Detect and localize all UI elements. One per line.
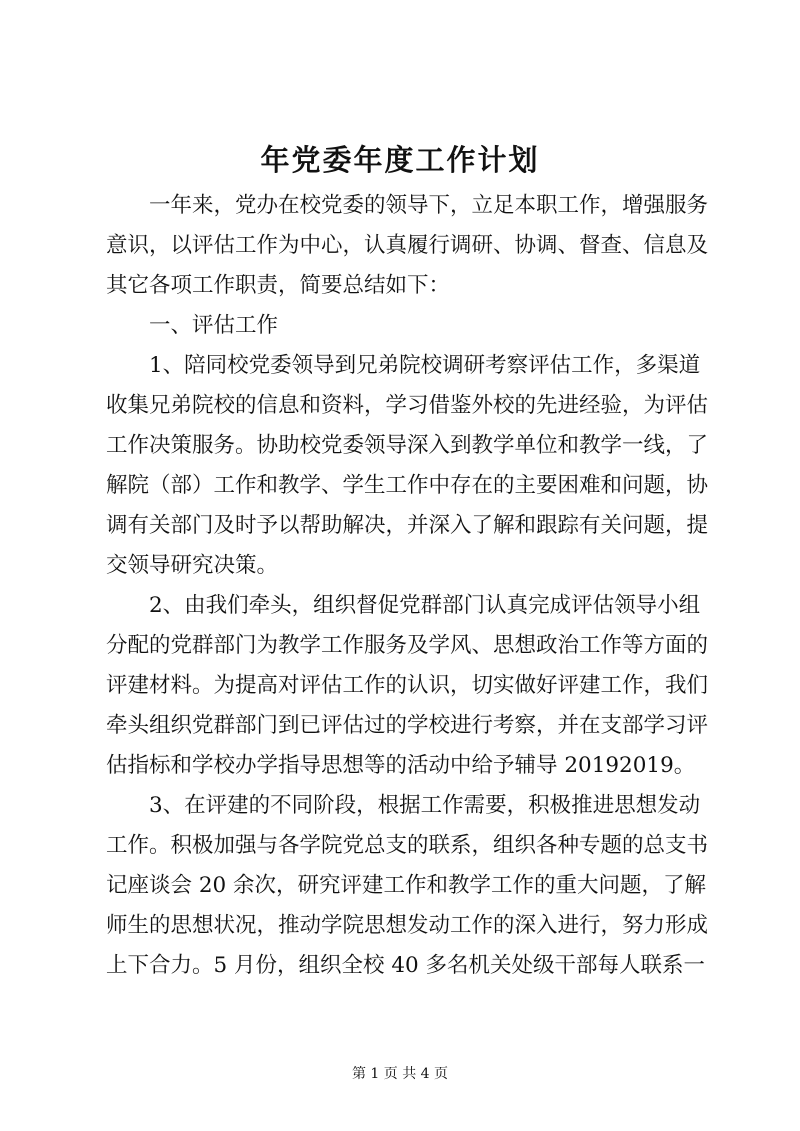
paragraph-item-2	[106, 586, 709, 786]
section-heading	[106, 306, 698, 346]
text-line: 1、陪同校党委领导到兄弟院校调研考察评估工作，多渠道	[149, 353, 701, 378]
text-line: 意识，以评估工作为中心，认真履行调研、协调、督查、信息及	[106, 233, 709, 258]
text-line: 一、评估工作	[149, 313, 279, 338]
text-line: 分配的党群部门为教学工作服务及学风、思想政治工作等方面的	[106, 633, 709, 658]
text-line: 工作。积极加强与各学院党总支的联系，组织各种专题的总支书	[106, 833, 709, 858]
paragraph-item-1	[106, 346, 709, 586]
text-line: 3、在评建的不同阶段，根据工作需要，积极推进思想发动	[149, 793, 701, 818]
text-line: 交领导研究决策。	[106, 553, 279, 578]
text-line: 调有关部门及时予以帮助解决，并深入了解和跟踪有关问题，提	[106, 513, 709, 538]
text-line: 2、由我们牵头，组织督促党群部门认真完成评估领导小组	[149, 593, 701, 618]
paragraph-item-3	[106, 786, 709, 986]
text-line: 一年来，党办在校党委的领导下，立足本职工作，增强服务	[149, 193, 709, 218]
text-line: 牵头组织党群部门到已评估过的学校进行考察，并在支部学习评	[106, 713, 709, 738]
text-line: 上下合力。5 月份，组织全校 40 多名机关处级干部每人联系一	[106, 953, 706, 978]
text-line: 其它各项工作职责，简要总结如下：	[106, 273, 451, 298]
page-footer: 第 1 页 共 4 页	[351, 1066, 449, 1082]
text-line: 解院（部）工作和教学、学生工作中存在的主要困难和问题，协	[106, 473, 709, 498]
paragraph-intro	[106, 186, 709, 306]
text-line: 评建材料。为提高对评估工作的认识，切实做好评建工作，我们	[106, 673, 709, 698]
document-body	[106, 186, 709, 986]
document-title: 年党委年度工作计划	[260, 143, 540, 177]
text-line: 记座谈会 20 余次，研究评建工作和教学工作的重大问题，了解	[106, 873, 707, 898]
text-line: 估指标和学校办学指导思想等的活动中给予辅导 20192019。	[106, 753, 696, 778]
text-line: 师生的思想状况，推动学院思想发动工作的深入进行，努力形成	[106, 913, 709, 938]
text-line: 工作决策服务。协助校党委领导深入到教学单位和教学一线，了	[106, 433, 709, 458]
text-line: 收集兄弟院校的信息和资料，学习借鉴外校的先进经验，为评估	[106, 393, 709, 418]
